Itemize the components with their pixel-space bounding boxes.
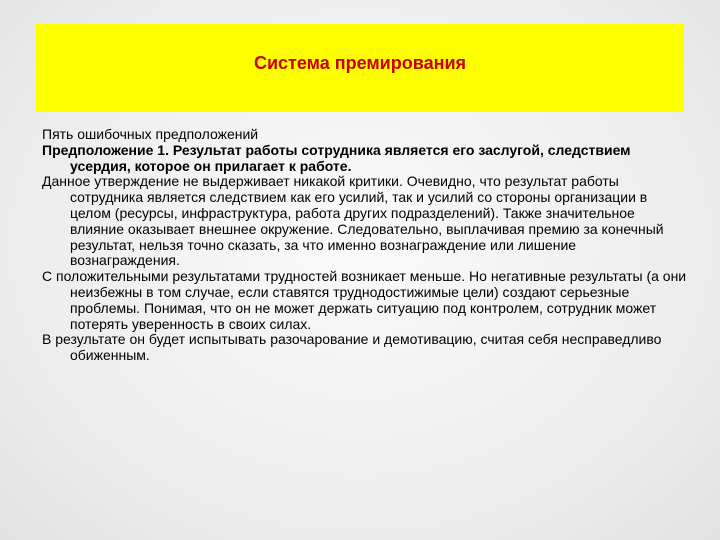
subtitle-paragraph: Пять ошибочных предположений (42, 126, 259, 142)
slide-body (42, 127, 687, 364)
body-paragraph-1: Данное утверждение не выдерживает никакой критики. Очевидно, что результат работы сотрудника является следствием как его усилий, так и усилий со стороны организации в целом (ресурсы, инфраструктура, работа других подразделений). Также значительное влияние оказывает внешнее окружение. Следовательно, выплачивая премию за конечный результат, нельзя точно сказать, за что именно вознаграждение или лишение вознаграждения. (42, 173, 664, 269)
assumption-heading: Предположение 1. Результат работы сотрудника является его заслугой, следствием усердия, которое он прилагает к работе. (42, 141, 631, 174)
slide-title: Система премирования (253, 52, 467, 73)
body-paragraph-3: В результате он будет испытывать разочарование и демотивацию, считая себя несправедливо обиженным. (42, 331, 662, 364)
title-banner (36, 24, 684, 112)
body-paragraph-2: С положительными результатами трудностей возникает меньше. Но негативные результаты (а они неизбежны в том случае, если ставятся труднодостижимые цели) создают серьезные проблемы. Понимая, что он не может держать ситуацию под контролем, сотрудник может потерять уверенность в своих силах. (42, 268, 687, 332)
